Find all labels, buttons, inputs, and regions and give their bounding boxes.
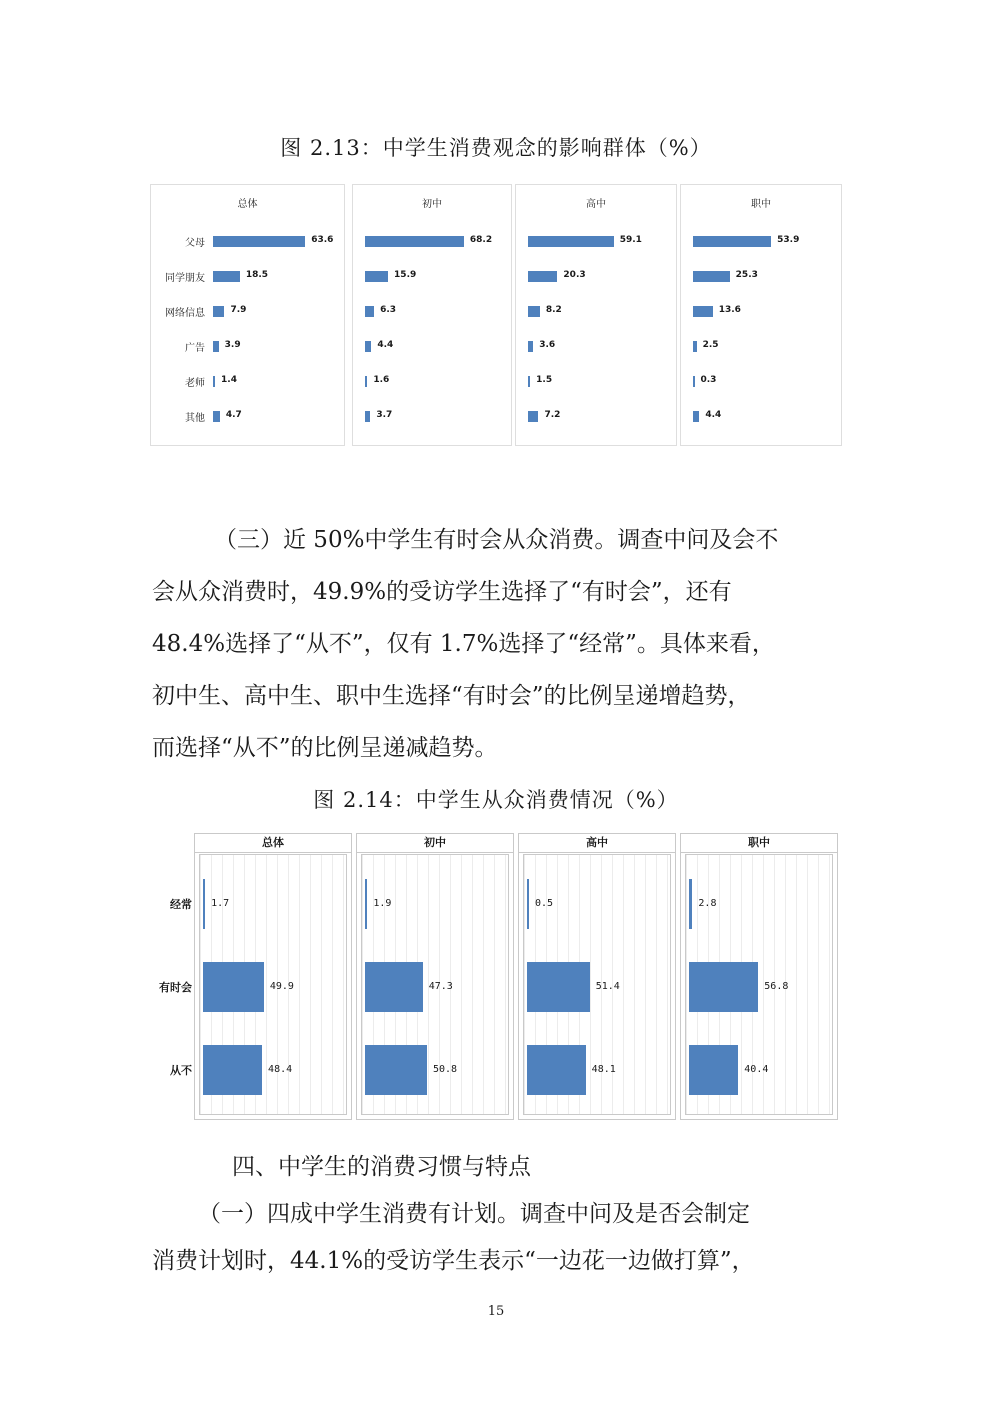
data-label: 3.9 xyxy=(224,340,241,350)
paragraph-line: 而选择“从不”的比例呈递减趋势。 xyxy=(152,735,498,761)
bar xyxy=(528,411,538,422)
paragraph-line: 会从众消费时，49.9%的受访学生选择了“有时会”，还有 xyxy=(152,579,732,605)
chart-panel xyxy=(680,833,838,1120)
panel-title: 职中 xyxy=(751,199,771,210)
category-label: 经常 xyxy=(170,898,192,911)
bar xyxy=(693,236,771,247)
data-label: 7.9 xyxy=(230,305,247,315)
bar xyxy=(527,879,529,929)
plot-area xyxy=(523,854,671,1115)
category-label: 老师 xyxy=(185,378,205,389)
data-label: 3.7 xyxy=(376,410,393,420)
chart-panel xyxy=(194,833,352,1120)
data-label: 63.6 xyxy=(311,235,334,245)
bar xyxy=(528,376,530,387)
data-label: 51.4 xyxy=(595,981,620,992)
bar xyxy=(365,271,388,282)
plot-area xyxy=(361,854,509,1115)
bar xyxy=(213,306,224,317)
bar xyxy=(365,376,367,387)
panel-title: 高中 xyxy=(519,834,675,853)
data-label: 7.2 xyxy=(544,410,561,420)
bar xyxy=(365,879,367,929)
bar xyxy=(693,376,695,387)
category-label: 同学朋友 xyxy=(165,273,205,284)
bar xyxy=(365,411,370,422)
data-label: 0.5 xyxy=(535,898,554,909)
data-label: 2.8 xyxy=(698,898,717,909)
bar xyxy=(365,962,423,1012)
data-label: 13.6 xyxy=(718,305,741,315)
data-label: 8.2 xyxy=(545,305,562,315)
bar xyxy=(365,306,374,317)
bar xyxy=(693,271,730,282)
chart-panel xyxy=(352,184,512,446)
bar xyxy=(689,879,692,929)
paragraph-line: 48.4%选择了“从不”，仅有 1.7%选择了“经常”。具体来看， xyxy=(152,631,775,657)
data-label: 48.4 xyxy=(268,1064,293,1075)
plot-area xyxy=(685,854,833,1115)
paragraph-line: 初中生、高中生、职中生选择“有时会”的比例呈递增趋势， xyxy=(152,683,751,709)
paragraph-line: （一）四成中学生消费有计划。调查中问及是否会制定 xyxy=(198,1201,750,1227)
bar xyxy=(693,411,699,422)
data-label: 1.5 xyxy=(536,375,553,385)
data-label: 68.2 xyxy=(469,235,493,245)
data-label: 18.5 xyxy=(245,270,269,280)
data-label: 1.7 xyxy=(211,898,230,909)
panel-title: 初中 xyxy=(357,834,513,853)
bar xyxy=(213,411,220,422)
data-label: 2.5 xyxy=(702,340,719,350)
panel-title: 总体 xyxy=(195,834,351,853)
panel-title: 高中 xyxy=(586,199,606,210)
panel-title: 初中 xyxy=(422,199,442,210)
bar xyxy=(213,341,219,352)
category-label: 从不 xyxy=(170,1064,192,1077)
data-label: 53.9 xyxy=(777,235,800,245)
data-label: 3.6 xyxy=(539,340,556,350)
bar xyxy=(693,341,697,352)
bar xyxy=(689,962,758,1012)
figure-2-14-title: 图 2.14：中学生从众消费情况（%） xyxy=(313,788,679,812)
data-label: 50.8 xyxy=(432,1064,458,1075)
bar xyxy=(527,1045,586,1095)
chart-panel xyxy=(150,184,345,446)
bar xyxy=(213,236,305,247)
chart-panel xyxy=(515,184,677,446)
category-label: 广告 xyxy=(185,343,205,354)
data-label: 20.3 xyxy=(563,270,586,280)
data-label: 49.9 xyxy=(269,981,294,992)
bar xyxy=(527,962,590,1012)
page-number: 15 xyxy=(487,1304,505,1319)
data-label: 59.1 xyxy=(619,235,642,245)
data-label: 4.4 xyxy=(377,340,394,350)
data-label: 48.1 xyxy=(591,1064,616,1075)
bar xyxy=(528,271,557,282)
bar xyxy=(203,1045,262,1095)
section-heading: 四、中学生的消费习惯与特点 xyxy=(232,1154,531,1180)
data-label: 25.3 xyxy=(735,270,758,280)
data-label: 47.3 xyxy=(428,981,453,992)
bar xyxy=(689,1045,738,1095)
data-label: 0.3 xyxy=(700,375,717,385)
panel-title: 职中 xyxy=(681,834,837,853)
data-label: 1.9 xyxy=(373,898,392,909)
chart-panel xyxy=(356,833,514,1120)
category-label: 父母 xyxy=(185,238,205,249)
data-label: 1.4 xyxy=(221,375,237,385)
bar xyxy=(213,271,240,282)
figure-2-13-title: 图 2.13：中学生消费观念的影响群体（%） xyxy=(280,136,712,160)
data-label: 6.3 xyxy=(380,305,397,315)
category-label: 网络信息 xyxy=(165,308,205,319)
data-label: 40.4 xyxy=(744,1064,769,1075)
category-label: 有时会 xyxy=(159,981,192,994)
data-label: 15.9 xyxy=(394,270,417,280)
bar xyxy=(693,306,713,317)
chart-panel xyxy=(680,184,842,446)
data-label: 1.6 xyxy=(373,375,390,385)
paragraph-line: 消费计划时，44.1%的受访学生表示“一边花一边做打算”， xyxy=(152,1248,755,1274)
panel-title: 总体 xyxy=(237,199,258,210)
bar xyxy=(365,236,464,247)
plot-area xyxy=(199,854,347,1115)
bar xyxy=(528,341,533,352)
data-label: 4.7 xyxy=(225,410,242,420)
bar xyxy=(365,1045,427,1095)
paragraph-line: （三）近 50%中学生有时会从众消费。调查中问及会不 xyxy=(214,527,779,553)
bar xyxy=(528,236,614,247)
bar xyxy=(203,879,205,929)
chart-panel xyxy=(518,833,676,1120)
data-label: 4.4 xyxy=(705,410,722,420)
category-label: 其他 xyxy=(185,413,205,424)
bar xyxy=(365,341,371,352)
bar xyxy=(203,962,264,1012)
bar xyxy=(213,376,215,387)
data-label: 56.8 xyxy=(764,981,789,992)
bar xyxy=(528,306,540,317)
